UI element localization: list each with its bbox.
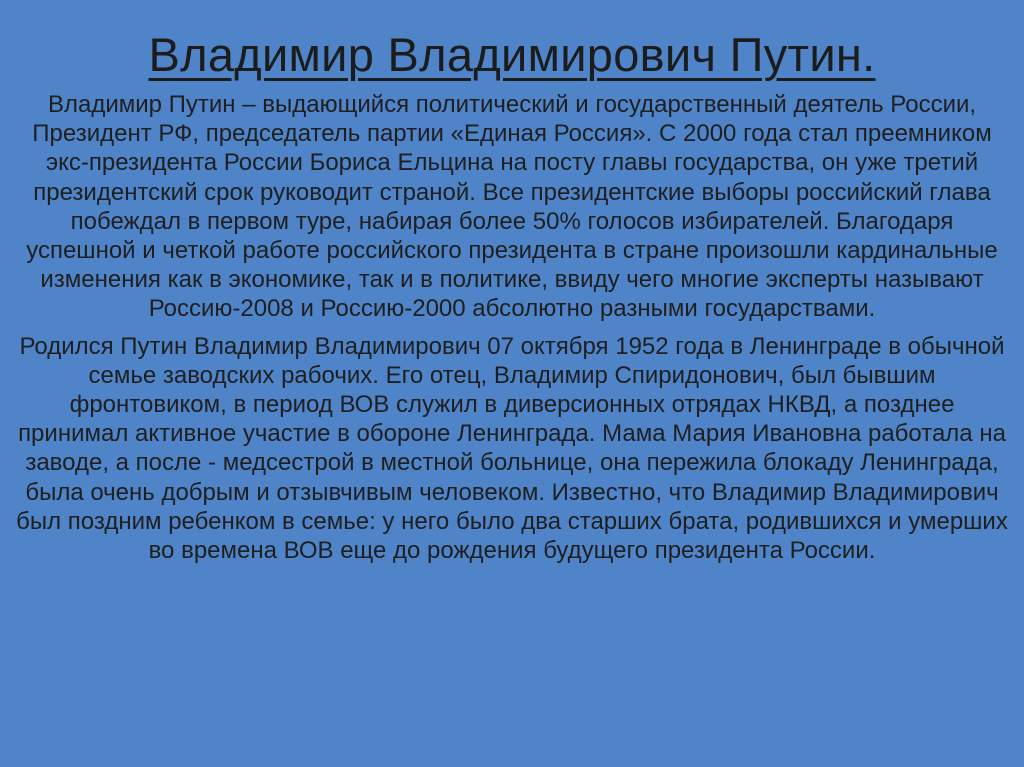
paragraph-biography-birth: Родился Путин Владимир Владимирович 07 октября 1952 года в Ленинграде в обычной семье заводских рабочих. Его отец, Владимир Спиридонович, был бывшим фронтовиком, в период ВОВ служил в диверсионных отрядах НКВД, а позднее принимал активное участие в обороне Ленинграда. Мама Мария Ивановна работала на заводе, а после - медсестрой в местной больнице, она пережила блокаду Ленинграда, была очень добрым и отзывчивым человеком. Известно, что Владимир Владимирович был поздним ребенком в семье: у него было два старших брата, родившихся и умерших во времена ВОВ еще до рождения будущего президента России.	[16, 332, 1008, 565]
paragraph-biography-intro: Владимир Путин – выдающийся политический и государственный деятель России, Президент РФ, председатель партии «Единая Россия». С 2000 года стал преемником экс-президента России Бориса Ельцина на посту главы государства, он уже третий президентский срок руководит страной. Все президентские выборы российский глава побеждал в первом туре, набирая более 50% голосов избирателей. Благодаря успешной и четкой работе российского президента в стране произошли кардинальные изменения как в экономике, так и в политике, ввиду чего многие эксперты называют Россию-2008 и Россию-2000 абсолютно разными государствами.	[26, 91, 998, 323]
slide-title: Владимир Владимирович Путин.	[148, 28, 876, 81]
